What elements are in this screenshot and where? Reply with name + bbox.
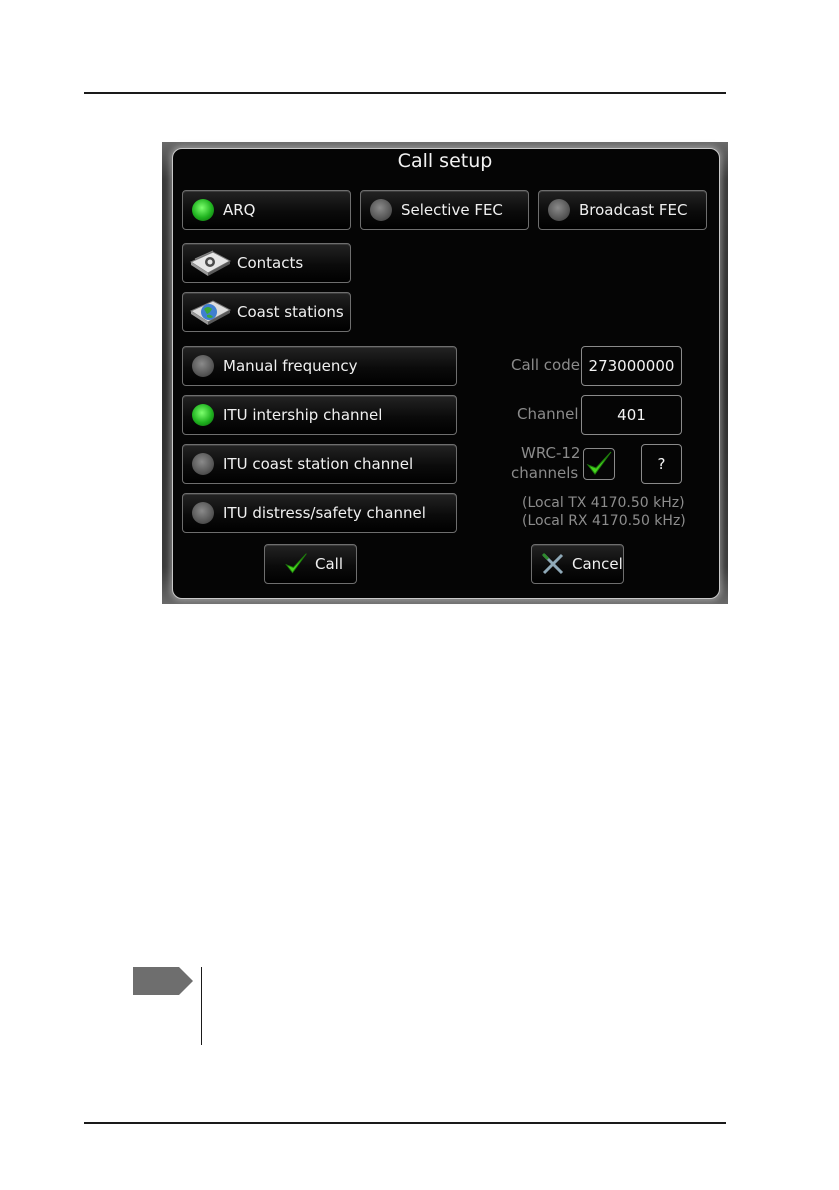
selective-fec-label: Selective FEC	[401, 201, 503, 219]
cancel-label: Cancel	[572, 555, 623, 573]
itu-intership-label: ITU intership channel	[223, 406, 383, 424]
itu-distress-label: ITU distress/safety channel	[223, 504, 426, 522]
call-code-label: Call code	[511, 356, 580, 374]
broadcast-fec-button[interactable]	[538, 190, 707, 230]
local-rx-text: (Local RX 4170.50 kHz)	[522, 513, 686, 529]
broadcast-fec-indicator	[548, 199, 570, 221]
cancel-button[interactable]	[531, 544, 624, 584]
broadcast-fec-label: Broadcast FEC	[579, 201, 688, 219]
call-button[interactable]	[264, 544, 357, 584]
itu-intership-indicator	[192, 404, 214, 426]
itu-coast-station-option[interactable]	[182, 444, 457, 484]
manual-frequency-label: Manual frequency	[223, 357, 358, 375]
wrc-label-line2: channels	[511, 464, 579, 482]
dialog-title: Call setup	[397, 150, 493, 172]
channel-field[interactable]: 401	[581, 395, 682, 435]
coast-stations-button[interactable]	[182, 292, 351, 332]
contacts-button[interactable]	[182, 243, 351, 283]
footer-rule	[84, 1122, 726, 1124]
itu-coast-station-indicator	[192, 453, 214, 475]
itu-coast-station-label: ITU coast station channel	[223, 455, 414, 473]
coast-station-book-icon	[187, 297, 233, 327]
manual-frequency-option[interactable]	[182, 346, 457, 386]
checkmark-icon	[584, 449, 614, 479]
coast-stations-label: Coast stations	[237, 303, 344, 321]
arq-indicator	[192, 199, 214, 221]
local-tx-text: (Local TX 4170.50 kHz)	[522, 495, 685, 511]
selective-fec-indicator	[370, 199, 392, 221]
wrc-checkbox[interactable]	[583, 448, 615, 480]
header-rule	[84, 92, 726, 94]
itu-distress-indicator	[192, 502, 214, 524]
address-book-icon	[187, 248, 233, 278]
help-button[interactable]: ?	[641, 444, 682, 484]
call-code-field[interactable]: 273000000	[581, 346, 682, 386]
contacts-label: Contacts	[237, 254, 304, 272]
manual-frequency-indicator	[192, 355, 214, 377]
note-arrow-icon	[133, 967, 193, 995]
cross-icon	[540, 551, 566, 577]
wrc-label-line1: WRC-12	[521, 444, 581, 462]
note-divider	[201, 967, 202, 1045]
arq-button[interactable]	[182, 190, 351, 230]
checkmark-icon	[283, 551, 309, 577]
channel-label: Channel	[517, 405, 579, 423]
itu-intership-option[interactable]	[182, 395, 457, 435]
arq-label: ARQ	[223, 201, 256, 219]
itu-distress-option[interactable]	[182, 493, 457, 533]
call-label: Call	[315, 555, 344, 573]
selective-fec-button[interactable]	[360, 190, 529, 230]
